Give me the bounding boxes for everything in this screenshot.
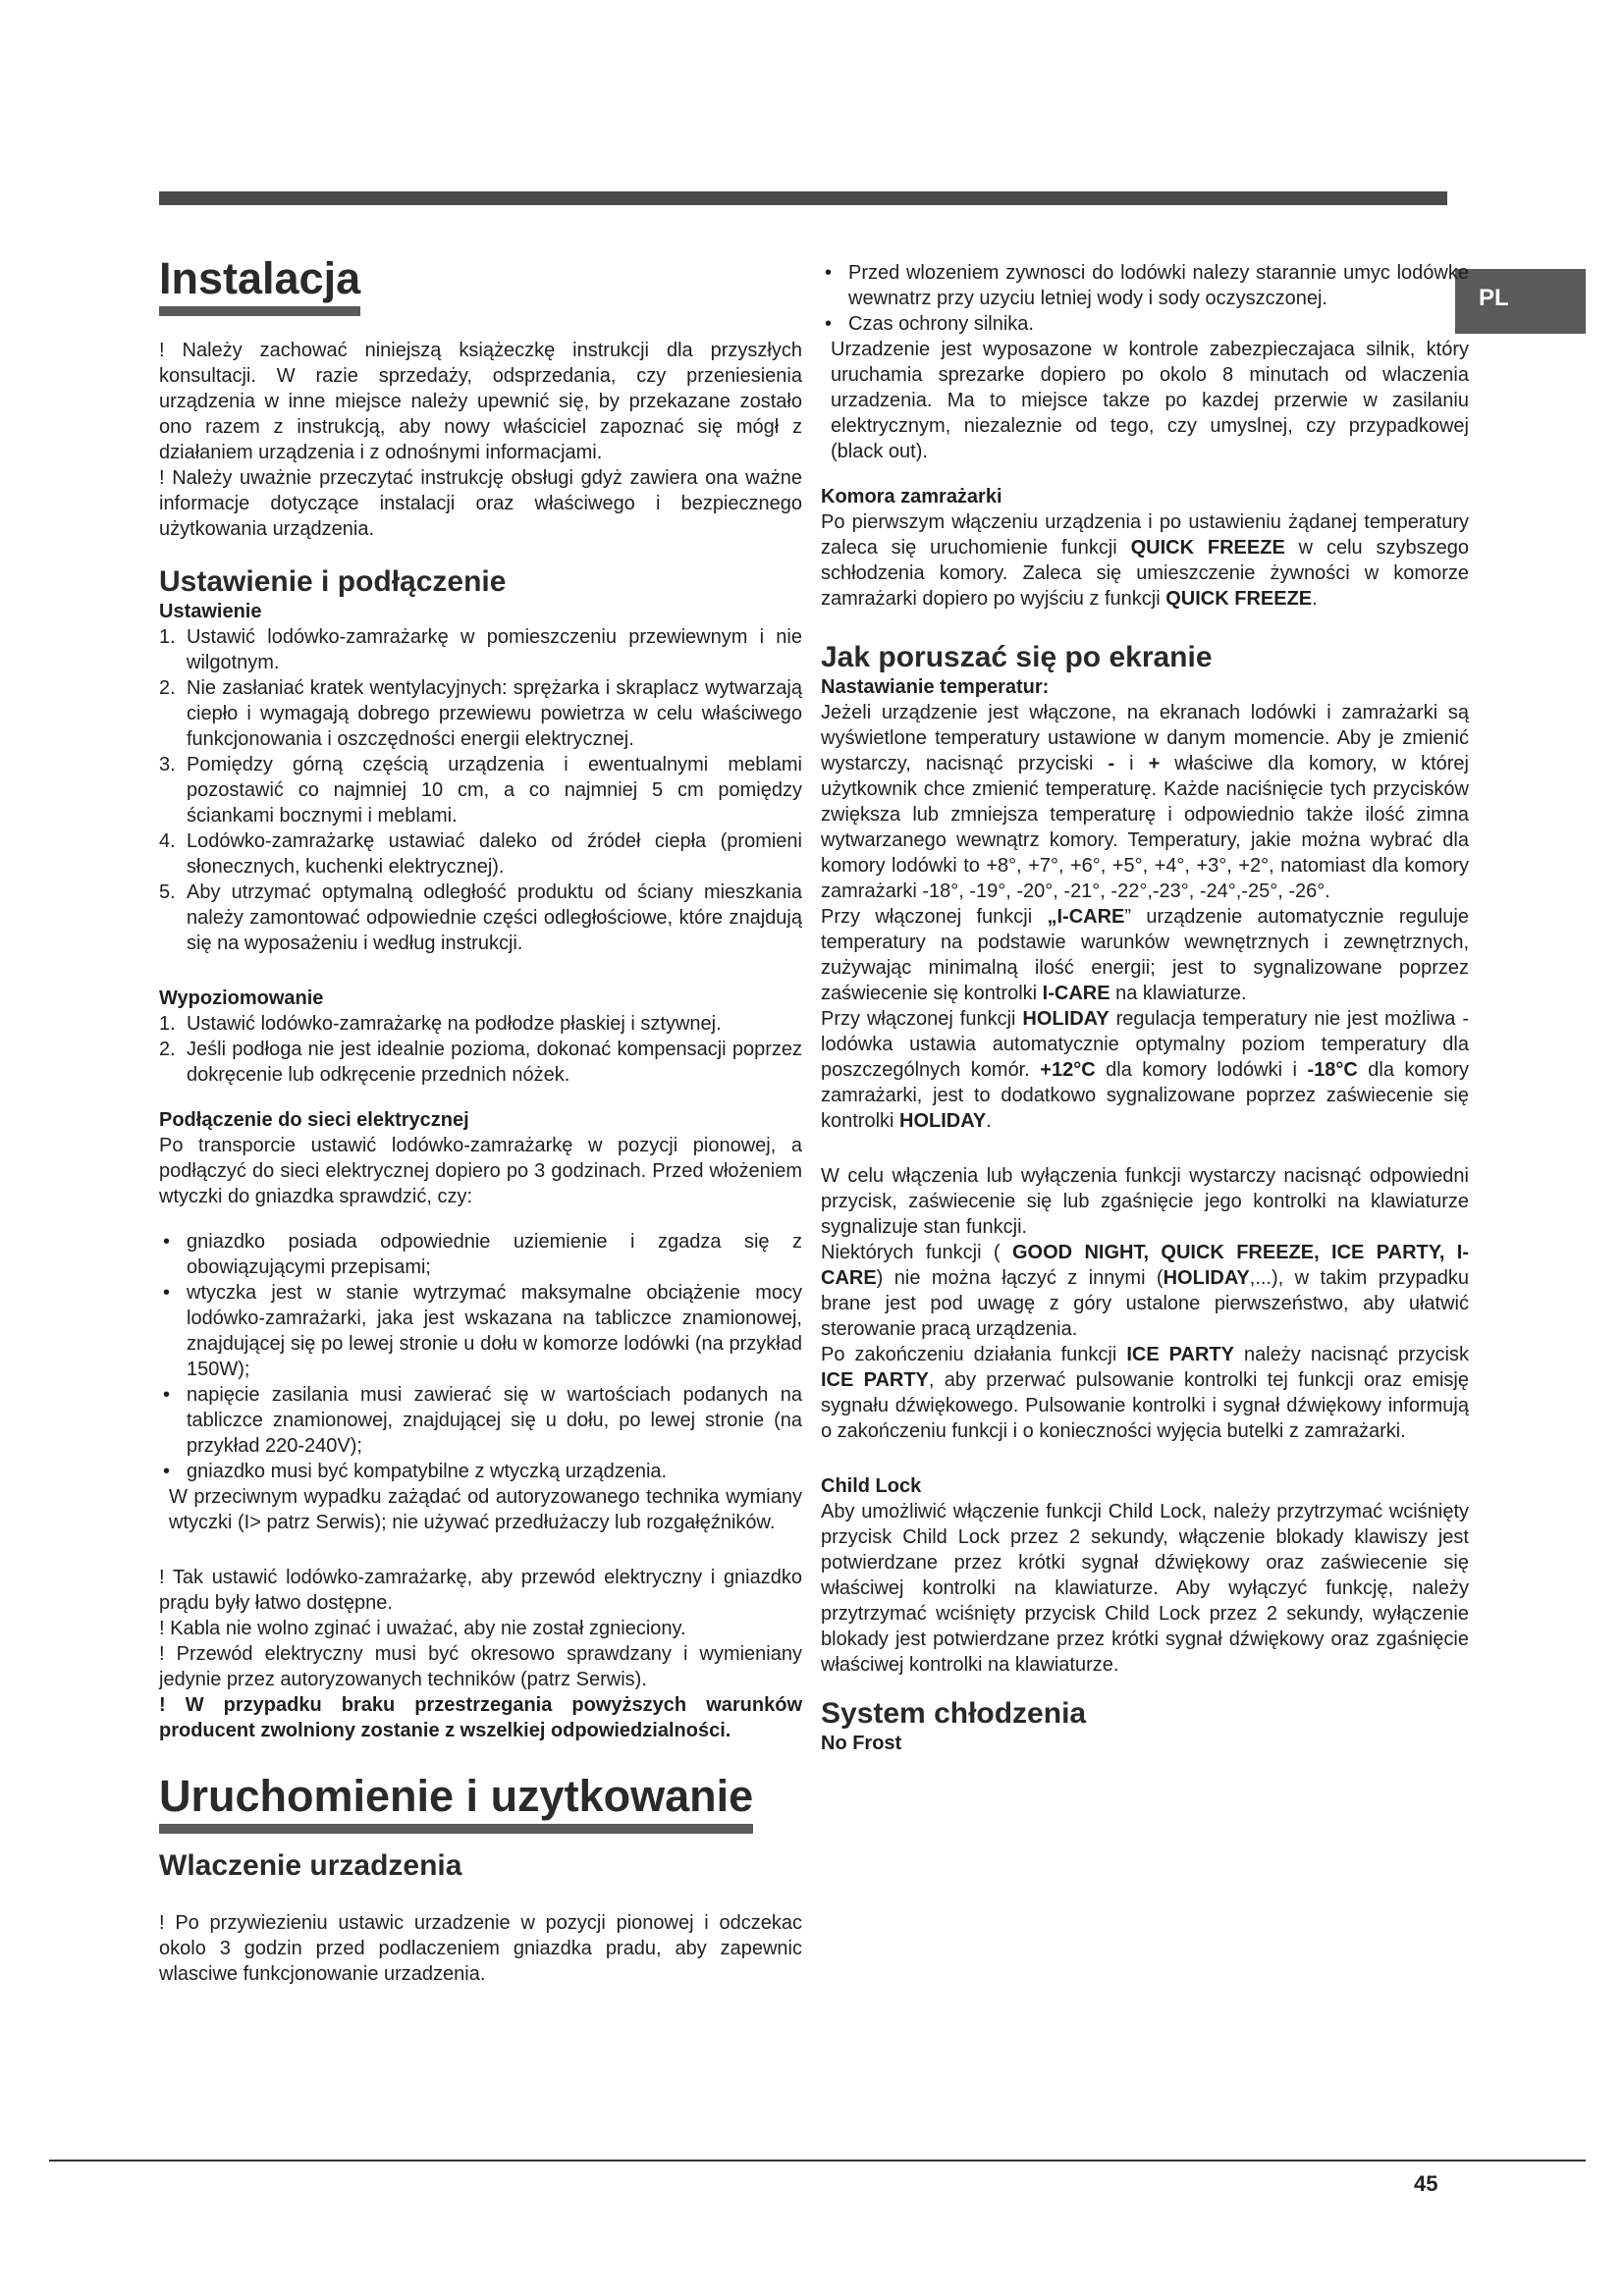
left-column <box>159 253 802 1987</box>
heading-uruchomienie: Uruchomienie i uzytkowanie <box>159 1771 754 1821</box>
przeciwnym-paragraph: W przeciwnym wypadku zażądać od autoryzowanego technika wymiany wtyczki (I> patrz Serwis); nie używać przedłużaczy lub rozgałęźników. <box>169 1486 802 1533</box>
list-item: 4. Lodówko-zamrażarkę ustawiać daleko od źródeł ciepła (promieni słonecznych, kuchenki elektrycznej). <box>159 830 802 878</box>
icare-paragraph: Przy włączonej funkcji „I-CARE” urządzenie automatycznie reguluje temperatury na podstawie warunków wewnętrznych i zewnętrznych, zużywając minimalną ilość energii; jest to sygnalizowane poprzez zaświecenie się kontrolki I-CARE na klawiaturze. <box>821 906 1469 1004</box>
heading-instalacja: Instalacja <box>159 253 361 303</box>
list-item: • napięcie zasilania musi zawierać się w wartościach podanych na tabliczce znamionowej, znajdującej się u dołu, po lewej stronie (na przykład 220-240V); <box>163 1384 802 1457</box>
list-item: • gniazdko musi być kompatybilne z wtyczką urządzenia. <box>163 1461 668 1482</box>
heading-wlaczenie: Wlaczenie urzadzenia <box>159 1849 462 1882</box>
heading-uruchomienie-wrap <box>159 1771 753 1834</box>
heading-jak-poruszac: Jak poruszać się po ekranie <box>821 641 1213 673</box>
language-tab: PL <box>1455 269 1586 334</box>
wlaczenie-paragraph: ! Po przywiezieniu ustawic urzadzenie w pozycji pionowej i odczekac okolo 3 godzin przed podlaczeniem gniazdka pradu, aby zapewnic wlasciwe funkcjonowanie urzadzenia. <box>159 1912 802 1985</box>
wcelu-paragraph: W celu włączenia lub wyłączenia funkcji wystarczy nacisnąć odpowiedni przycisk, zaświecenie się lub zgaśnięcie jego kontrolki na klawiaturze sygnalizuje stan funkcji. <box>821 1165 1469 1238</box>
list-item: • Przed wlozeniem zywnosci do lodówki nalezy starannie umyc lodówke wewnatrz przy uzyciu letniej wody i sody oczyszczonej. <box>825 262 1469 309</box>
list-item: • wtyczka jest w stanie wytrzymać maksymalne obciążenie mocy lodówko-zamrażarki, jaka jest wskazana na tabliczce znamionowej, znajdującej się po lewej stronie u dołu w komorze lodówki (na przykład 150W); <box>163 1282 802 1380</box>
list-item: 1. Ustawić lodówko-zamrażarkę w pomieszczeniu przewiewnym i nie wilgotnym. <box>159 626 802 673</box>
subheading-nastawianie: Nastawianie temperatur: <box>821 676 1050 698</box>
list-item: 2. Jeśli podłoga nie jest idealnie pozioma, dokonać kompensacji poprzez dokręcenie lub odkręcenie przednich nóżek. <box>159 1039 802 1086</box>
checklist <box>159 1229 802 1484</box>
subheading-no-frost: No Frost <box>821 1733 902 1754</box>
heading-instalacja-wrap <box>159 253 360 316</box>
intro-paragraph-2: ! Należy uważnie przeczytać instrukcję obsługi gdyż zawiera ona ważne informacje dotyczące instalacji oraz właściwego i bezpiecznego użytkowania urządzenia. <box>159 467 802 540</box>
list-item: • gniazdko posiada odpowiednie uziemienie i zgadza się z obowiązującymi przepisami; <box>163 1231 802 1278</box>
list-item: 2. Nie zasłaniać kratek wentylacyjnych: sprężarka i skraplacz wytwarzają ciepło i wymagają dobrego przewiewu powietrza w celu właściwego funkcjonowania i oszczędności energii elektrycznej. <box>159 677 802 750</box>
ustawienie-list <box>159 624 802 956</box>
list-item: 5. Aby utrzymać optymalną odległość produktu od ściany mieszkania należy zamontować odpowiednie części odległościowe, które znajdują się na wyposażeniu i według instrukcji. <box>159 881 802 954</box>
ochrona-paragraph: Urzadzenie jest wyposazone w kontrole zabezpieczajaca silnik, który uruchamia sprezarke dopiero po okolo 8 minutach od wlaczenia urzadzenia. Ma to miejsce takze po kazdej przerwie w zasilaniu elektrycznym, niezaleznie od tego, czy umyslnej, czy przypadkowej (black out). <box>831 339 1469 462</box>
warning-3: ! Przewód elektryczny musi być okresowo sprawdzany i wymieniany jedynie przez autoryzowanych techników (patrz Serwis). <box>159 1643 802 1690</box>
wypoziomowanie-list <box>159 1011 802 1088</box>
subheading-podlaczenie: Podłączenie do sieci elektrycznej <box>159 1109 469 1131</box>
list-item: 3. Pomiędzy górną częścią urządzenia i ewentualnymi meblami pozostawić co najmniej 10 cm, a co najmniej 5 cm pomiędzy ściankami bocznymi i meblami. <box>159 754 802 827</box>
list-item: • Czas ochrony silnika. <box>825 313 1034 335</box>
warning-1: ! Tak ustawić lodówko-zamrażarkę, aby przewód elektryczny i gniazdko prądu były łatwo dostępne. <box>159 1567 802 1614</box>
child-lock-paragraph: Aby umożliwić włączenie funkcji Child Lock, należy przytrzymać wciśnięty przycisk Child Lock przez 2 sekundy, włączenie blokady klawiszy jest potwierdzane przez krótki sygnał dźwiękowy oraz zaświecenie się właściwej kontrolki na klawiaturze. Aby wyłączyć funkcję, należy przytrzymać wciśnięty przycisk Child Lock przez 2 sekundy, wyłączenie blokady jest potwierdzane przez krótki sygnał dźwiękowy oraz zgaśnięcie właściwej kontrolki na klawiaturze. <box>821 1501 1469 1676</box>
subheading-komora: Komora zamrażarki <box>821 486 1002 507</box>
podlaczenie-paragraph: Po transporcie ustawić lodówko-zamrażarkę w pozycji pionowej, a podłączyć do sieci elektrycznej dopiero po 3 godzinach. Przed włożeniem wtyczki do gniazdka sprawdzić, czy: <box>159 1135 802 1207</box>
intro-paragraph-1: ! Należy zachować niniejszą książeczkę instrukcji dla przyszłych konsultacji. W razie sprzedaży, odsprzedania, czy przeniesienia urządzenia w inne miejsce należy upewnić się, by przekazane zostało ono razem z instrukcją, aby nowy właściciel zapoznać się mógł z działaniem urządzenia i z odnośnymi informacjami. <box>159 340 802 463</box>
subheading-child-lock: Child Lock <box>821 1475 922 1497</box>
preparation-list <box>821 260 1469 337</box>
list-item: 1. Ustawić lodówko-zamrażarkę na podłodze płaskiej i sztywnej. <box>159 1013 722 1035</box>
holiday-paragraph: Przy włączonej funkcji HOLIDAY regulacja temperatury nie jest możliwa - lodówka ustawia automatycznie optymalny poziom temperatury dla poszczególnych komór. +12°C dla komory lodówki i -18°C dla komory zamrażarki, jest to dodatkowo sygnalizowane poprzez zaświecenie się kontrolki HOLIDAY. <box>821 1008 1470 1132</box>
warning-2: ! Kabla nie wolno zginać i uważać, aby nie został zgnieciony. <box>159 1618 686 1639</box>
heading-ustawienie-podlaczenie: Ustawienie i podłączenie <box>159 565 507 598</box>
right-column <box>821 260 1469 1756</box>
bottom-rule <box>49 2160 1586 2162</box>
top-divider-bar <box>159 191 1447 205</box>
nastawianie-paragraph: Jeżeli urządzenie jest włączone, na ekranach lodówki i zamrażarki są wyświetlone temperatury ustawione w danym momencie. Aby je zmienić wystarczy, nacisnąć przyciski - i + właściwe dla komory, w której użytkownik chce zmienić temperaturę. Każde naciśnięcie tych przycisków zwiększa lub zmniejsza temperaturę i odpowiednio także ilość zimna wytwarzanego wewnątrz komory. Temperatury, jakie można wybrać dla komory lodówki to +8°, +7°, +6°, +5°, +4°, +3°, +2°, natomiast dla komory zamrażarki -18°, -19°, -20°, -21°, -22°,-23°, -24°,-25°, -26°. <box>821 702 1469 902</box>
subheading-ustawienie: Ustawienie <box>159 601 262 622</box>
page-number: 45 <box>1414 2171 1438 2196</box>
heading-system-chlodzenia: System chłodzenia <box>821 1697 1087 1730</box>
komora-paragraph: Po pierwszym włączeniu urządzenia i po ustawieniu żądanej temperatury zaleca się uruchomienie funkcji QUICK FREEZE w celu szybszego schłodzenia komory. Zaleca się umieszczenie żywności w komorze zamrażarki dopiero po wyjściu z funkcji QUICK FREEZE. <box>821 511 1469 610</box>
subheading-wypoziomowanie: Wypoziomowanie <box>159 988 324 1009</box>
niektorych-paragraph: Niektórych funkcji ( GOOD NIGHT, QUICK FREEZE, ICE PARTY, I-CARE) nie można łączyć z innymi (HOLIDAY,...), w takim przypadku brane jest pod uwagę z góry ustalone pierwszeństwo, aby ułatwić sterowanie pracą urządzenia. <box>821 1242 1469 1340</box>
ice-party-paragraph: Po zakończeniu działania funkcji ICE PARTY należy nacisnąć przycisk ICE PARTY, aby przerwać pulsowanie kontrolki tej funkcji oraz emisję sygnału dźwiękowego. Pulsowanie kontrolki i sygnał dźwiękowy informują o zakończeniu funkcji i o konieczności wyjęcia butelki z zamrażarki. <box>821 1344 1469 1442</box>
warning-4: ! W przypadku braku przestrzegania powyższych warunków producent zwolniony zostanie z wszelkiej odpowiedzialności. <box>159 1694 802 1741</box>
